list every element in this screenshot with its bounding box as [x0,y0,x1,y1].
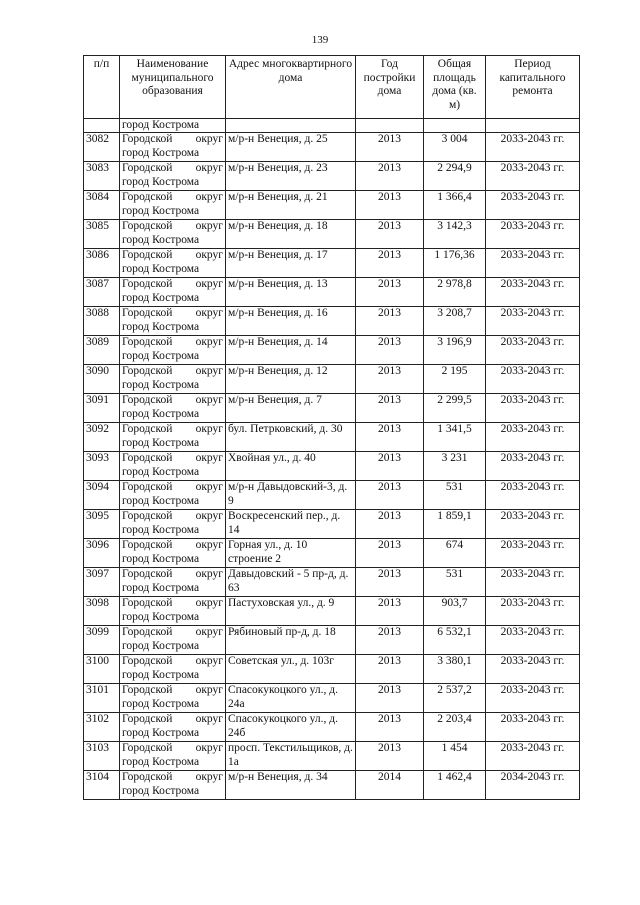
municipality-type: Городской [122,539,173,551]
municipality-kind: округ [195,365,223,377]
municipality-city: город Кострома [122,784,200,797]
row-area: 674 [424,539,486,568]
row-municipality [120,220,226,249]
row-area: 903,7 [424,597,486,626]
row-number: 3088 [84,307,120,336]
column-header-year: Год постройки дома [356,56,424,119]
row-number: 3093 [84,452,120,481]
row-year: 2013 [356,307,424,336]
municipality-line [122,423,223,437]
row-number: 3104 [84,771,120,800]
row-municipality [120,684,226,713]
table-row [84,597,580,626]
row-address: Горная ул., д. 10 строение 2 [226,539,356,568]
municipality-kind: округ [195,452,223,464]
municipality-line [122,539,223,553]
row-year: 2013 [356,191,424,220]
municipality-kind: округ [195,684,223,696]
table-row [84,307,580,336]
municipality-kind: округ [195,133,223,145]
row-address: м/р-н Венеция, д. 7 [226,394,356,423]
row-address: м/р-н Венеция, д. 25 [226,133,356,162]
table-row [84,162,580,191]
municipality-line [122,626,223,640]
row-number: 3103 [84,742,120,771]
row-year: 2013 [356,684,424,713]
row-period: 2033-2043 гг. [486,423,580,452]
row-area: 1 462,4 [424,771,486,800]
row-municipality [120,249,226,278]
row-area: 2 299,5 [424,394,486,423]
row-municipality [120,423,226,452]
row-address: м/р-н Венеция, д. 17 [226,249,356,278]
row-year: 2013 [356,568,424,597]
row-address: м/р-н Давыдовский-3, д. 9 [226,481,356,510]
column-header-address: Адрес многоквартирного дома [226,56,356,119]
row-number: 3101 [84,684,120,713]
table-row [84,684,580,713]
municipality-city: город Кострома [122,436,200,449]
row-period: 2033-2043 гг. [486,713,580,742]
municipality-city: город Кострома [122,407,200,420]
table-row [84,423,580,452]
column-header-period: Период капитального ремонта [486,56,580,119]
row-number: 3083 [84,162,120,191]
row-number: 3086 [84,249,120,278]
municipality-line [122,452,223,466]
municipality-line [122,742,223,756]
row-address: м/р-н Венеция, д. 16 [226,307,356,336]
row-municipality [120,278,226,307]
row-period: 2033-2043 гг. [486,539,580,568]
municipality-line [122,481,223,495]
municipality-city: город Кострома [122,494,200,507]
row-number: 3094 [84,481,120,510]
row-municipality [120,365,226,394]
row-period: 2033-2043 гг. [486,162,580,191]
municipality-type: Городской [122,423,173,435]
row-address: Спасокукоцкого ул., д. 24б [226,713,356,742]
row-year: 2013 [356,713,424,742]
row-municipality [120,133,226,162]
municipality-line [122,162,223,176]
municipality-line [122,568,223,582]
municipality-type: Городской [122,597,173,609]
table-row [84,249,580,278]
row-year: 2013 [356,597,424,626]
municipality-kind: округ [195,539,223,551]
row-municipality [120,626,226,655]
municipality-city: город Кострома [122,639,200,652]
row-municipality [120,191,226,220]
row-address: м/р-н Венеция, д. 18 [226,220,356,249]
row-municipality [120,510,226,539]
municipality-city: город Кострома [122,233,200,246]
municipality-city: город Кострома [122,204,200,217]
row-area: 3 208,7 [424,307,486,336]
municipality-line [122,394,223,408]
row-period: 2033-2043 гг. [486,655,580,684]
municipality-city: город Кострома [122,175,200,188]
row-number: 3098 [84,597,120,626]
row-period: 2033-2043 гг. [486,365,580,394]
municipality-line [122,307,223,321]
row-number: 3090 [84,365,120,394]
municipality-line [122,510,223,524]
row-period: 2033-2043 гг. [486,307,580,336]
row-address: Пастуховская ул., д. 9 [226,597,356,626]
municipality-city: город Кострома [122,465,200,478]
table-row [84,336,580,365]
row-year: 2013 [356,626,424,655]
row-municipality [120,655,226,684]
table-row [84,771,580,800]
row-number: 3091 [84,394,120,423]
row-address: м/р-н Венеция, д. 13 [226,278,356,307]
municipality-kind: округ [195,278,223,290]
row-year: 2014 [356,771,424,800]
municipality-line [122,191,223,205]
municipality-type: Городской [122,452,173,464]
row-area: 3 196,9 [424,336,486,365]
municipality-type: Городской [122,626,173,638]
row-address: м/р-н Венеция, д. 34 [226,771,356,800]
row-area: 2 195 [424,365,486,394]
row-address: Спасокукоцкого ул., д. 24а [226,684,356,713]
row-period: 2033-2043 гг. [486,336,580,365]
row-number: 3100 [84,655,120,684]
row-address: Советская ул., д. 103г [226,655,356,684]
row-area: 3 231 [424,452,486,481]
municipality-kind: округ [195,423,223,435]
row-period: 2033-2043 гг. [486,568,580,597]
row-municipality [120,742,226,771]
row-year: 2013 [356,394,424,423]
municipality-type: Городской [122,249,173,261]
row-municipality [120,336,226,365]
row-municipality [120,307,226,336]
row-period: 2033-2043 гг. [486,626,580,655]
municipality-line [122,336,223,350]
row-municipality [120,394,226,423]
row-period: 2033-2043 гг. [486,220,580,249]
row-address: м/р-н Венеция, д. 21 [226,191,356,220]
municipality-kind: округ [195,220,223,232]
row-area: 1 859,1 [424,510,486,539]
municipality-kind: округ [195,336,223,348]
municipality-line [122,220,223,234]
row-year: 2013 [356,481,424,510]
row-area: 2 537,2 [424,684,486,713]
continuation-row [84,119,580,133]
row-municipality [120,452,226,481]
row-year: 2013 [356,162,424,191]
row-municipality [120,597,226,626]
municipality-type: Городской [122,655,173,667]
municipality-kind: округ [195,481,223,493]
row-area: 1 366,4 [424,191,486,220]
row-period: 2033-2043 гг. [486,481,580,510]
municipality-type: Городской [122,684,173,696]
municipality-type: Городской [122,394,173,406]
row-number: 3085 [84,220,120,249]
table-row [84,394,580,423]
row-period: 2033-2043 гг. [486,394,580,423]
row-area: 531 [424,568,486,597]
continuation-municipality: город Кострома [120,119,226,133]
municipality-city: город Кострома [122,755,200,768]
municipality-line [122,249,223,263]
row-period: 2033-2043 гг. [486,278,580,307]
row-period: 2033-2043 гг. [486,510,580,539]
row-area: 2 203,4 [424,713,486,742]
municipality-line [122,597,223,611]
row-number: 3084 [84,191,120,220]
municipality-type: Городской [122,336,173,348]
municipality-kind: округ [195,742,223,754]
row-area: 1 176,36 [424,249,486,278]
row-address: Хвойная ул., д. 40 [226,452,356,481]
row-year: 2013 [356,278,424,307]
row-municipality [120,713,226,742]
row-address: м/р-н Венеция, д. 12 [226,365,356,394]
municipality-city: город Кострома [122,697,200,710]
housing-registry-table [83,55,580,800]
row-area: 2 978,8 [424,278,486,307]
row-address: м/р-н Венеция, д. 14 [226,336,356,365]
table-header [84,56,580,119]
municipality-type: Городской [122,133,173,145]
row-area: 1 341,5 [424,423,486,452]
municipality-kind: округ [195,249,223,261]
row-number: 3099 [84,626,120,655]
table-row [84,510,580,539]
continuation-cell [226,119,356,133]
municipality-kind: округ [195,626,223,638]
row-number: 3097 [84,568,120,597]
municipality-kind: округ [195,771,223,783]
row-area: 2 294,9 [424,162,486,191]
page-number: 139 [311,34,329,46]
continuation-cell [84,119,120,133]
table-row [84,568,580,597]
municipality-city: город Кострома [122,291,200,304]
table-row [84,626,580,655]
row-address: Воскресенский пер., д. 14 [226,510,356,539]
row-address: м/р-н Венеция, д. 23 [226,162,356,191]
table-row [84,133,580,162]
row-municipality [120,568,226,597]
row-municipality [120,481,226,510]
municipality-city: город Кострома [122,378,200,391]
row-address: просп. Текстильщиков, д. 1а [226,742,356,771]
row-year: 2013 [356,423,424,452]
row-area: 3 004 [424,133,486,162]
row-number: 3095 [84,510,120,539]
row-period: 2033-2043 гг. [486,191,580,220]
row-year: 2013 [356,742,424,771]
row-period: 2034-2043 гг. [486,771,580,800]
municipality-kind: округ [195,191,223,203]
municipality-line [122,713,223,727]
municipality-city: город Кострома [122,552,200,565]
municipality-kind: округ [195,162,223,174]
municipality-type: Городской [122,365,173,377]
row-area: 531 [424,481,486,510]
municipality-line [122,684,223,698]
municipality-kind: округ [195,597,223,609]
row-number: 3082 [84,133,120,162]
municipality-line [122,365,223,379]
row-period: 2033-2043 гг. [486,133,580,162]
row-municipality [120,771,226,800]
municipality-type: Городской [122,771,173,783]
row-address: бул. Петрковский, д. 30 [226,423,356,452]
row-year: 2013 [356,220,424,249]
table-row [84,278,580,307]
municipality-type: Городской [122,713,173,725]
row-year: 2013 [356,249,424,278]
municipality-city: город Кострома [122,581,200,594]
row-address: Давыдовский - 5 пр-д, д. 63 [226,568,356,597]
municipality-city: город Кострома [122,726,200,739]
row-year: 2013 [356,510,424,539]
row-number: 3089 [84,336,120,365]
row-year: 2013 [356,133,424,162]
municipality-type: Городской [122,191,173,203]
row-area: 3 142,3 [424,220,486,249]
municipality-type: Городской [122,307,173,319]
municipality-kind: округ [195,307,223,319]
row-municipality [120,162,226,191]
row-period: 2033-2043 гг. [486,684,580,713]
header-row [84,56,580,119]
row-area: 6 532,1 [424,626,486,655]
municipality-city: город Кострома [122,523,200,536]
municipality-type: Городской [122,510,173,522]
row-year: 2013 [356,336,424,365]
table-row [84,713,580,742]
row-period: 2033-2043 гг. [486,249,580,278]
row-number: 3102 [84,713,120,742]
municipality-kind: округ [195,568,223,580]
municipality-line [122,771,223,785]
row-area: 1 454 [424,742,486,771]
row-period: 2033-2043 гг. [486,597,580,626]
row-number: 3096 [84,539,120,568]
column-header-municipality: Наименование муниципального образования [120,56,226,119]
municipality-city: город Кострома [122,320,200,333]
municipality-kind: округ [195,713,223,725]
municipality-line [122,133,223,147]
row-year: 2013 [356,539,424,568]
table-body [84,119,580,800]
continuation-cell [356,119,424,133]
municipality-type: Городской [122,220,173,232]
municipality-type: Городской [122,278,173,290]
column-header-area: Общая площадь дома (кв. м) [424,56,486,119]
row-number: 3092 [84,423,120,452]
municipality-line [122,655,223,669]
table-row [84,655,580,684]
row-year: 2013 [356,452,424,481]
table-row [84,539,580,568]
municipality-type: Городской [122,481,173,493]
municipality-kind: округ [195,655,223,667]
row-year: 2013 [356,365,424,394]
municipality-city: город Кострома [122,146,200,159]
table-row [84,191,580,220]
continuation-cell [424,119,486,133]
municipality-kind: округ [195,394,223,406]
table-row [84,220,580,249]
table-row [84,742,580,771]
municipality-line [122,278,223,292]
municipality-city: город Кострома [122,349,200,362]
table-row [84,365,580,394]
municipality-city: город Кострома [122,668,200,681]
row-area: 3 380,1 [424,655,486,684]
municipality-type: Городской [122,568,173,580]
table-row [84,452,580,481]
row-municipality [120,539,226,568]
column-header-number: п/п [84,56,120,119]
row-address: Рябиновый пр-д, д. 18 [226,626,356,655]
row-year: 2013 [356,655,424,684]
row-period: 2033-2043 гг. [486,742,580,771]
municipality-city: город Кострома [122,610,200,623]
municipality-kind: округ [195,510,223,522]
continuation-cell [486,119,580,133]
municipality-city: город Кострома [122,262,200,275]
municipality-type: Городской [122,742,173,754]
row-period: 2033-2043 гг. [486,452,580,481]
row-number: 3087 [84,278,120,307]
municipality-type: Городской [122,162,173,174]
table-row [84,481,580,510]
